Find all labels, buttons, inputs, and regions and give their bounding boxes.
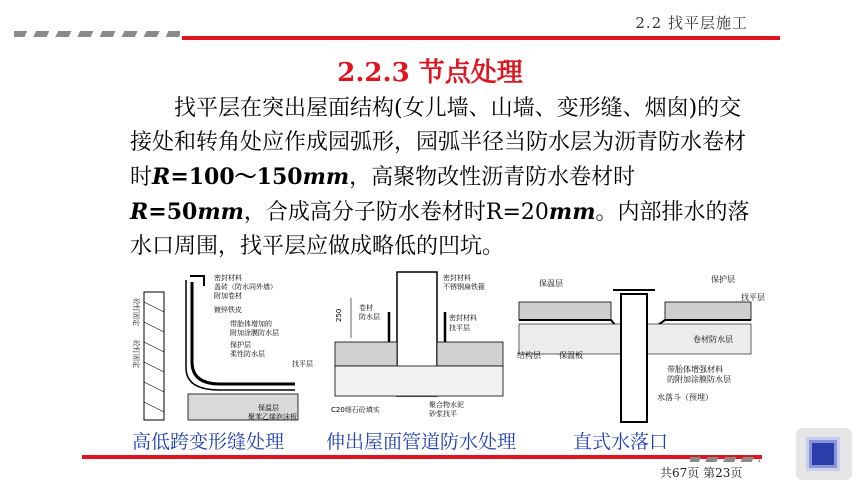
d2-label: 密封材料 xyxy=(449,314,477,322)
d3-label: 卷材防水层 xyxy=(693,335,733,344)
d2-label: 卷材 xyxy=(359,304,373,312)
d1-label: 附加卷材 xyxy=(214,292,242,300)
d1-label: 保温层 xyxy=(258,404,279,412)
pipe-penetration-diagram xyxy=(325,272,510,424)
square-icon xyxy=(812,443,834,465)
d2-label: 砂浆找平 xyxy=(429,410,457,418)
section-label: 2.2 找平层施工 xyxy=(635,14,748,32)
caption-pipe-penetration: 伸出屋面管道防水处理 xyxy=(326,431,517,453)
d3-label: 保护层 xyxy=(711,275,735,284)
d3-label: 的附加涂膜防水层 xyxy=(667,375,731,384)
d2-label: 密封材料 xyxy=(443,274,471,282)
d3-label: 水落斗（预埋） xyxy=(657,393,713,402)
footer-rule xyxy=(82,455,762,459)
d1-label: 找平层 xyxy=(292,360,313,368)
d2-label: 250 xyxy=(335,308,343,322)
roof-drain-diagram xyxy=(515,272,765,424)
page-info: 共67页 第23页 xyxy=(660,466,743,480)
d2-label: C20细石砼填实 xyxy=(331,406,380,414)
header-rule xyxy=(182,36,780,40)
d2-label: 找平层 xyxy=(449,324,470,332)
d3-label: 保温层 xyxy=(539,279,563,288)
d1-label: 柔性防水层 xyxy=(230,350,265,358)
d2-label: 防水层 xyxy=(359,313,380,321)
footer-decoration xyxy=(690,457,760,462)
d3-label: 带胎体增强材料 xyxy=(667,365,723,374)
d1-label: 聚苯乙烯泡沫板 xyxy=(248,413,297,421)
d3-label: 找平层 xyxy=(741,293,765,302)
d1-label: 附加涂膜防水层 xyxy=(230,329,279,337)
d1-label: 镀锌铁皮 xyxy=(214,306,242,314)
caption-roof-drain: 直式水落口 xyxy=(573,431,669,453)
d1-label: 砼钉固定 xyxy=(132,340,140,368)
body-paragraph: 找平层在突出屋面结构(女儿墙、山墙、变形缝、烟囱)的交接处和转角处应作成园弧形，园弧半径当防水层为沥青防水卷材时R=100～150mm，高聚物改性沥青防水卷材时R=50mm，合成高分子防水卷材时R=20mm。内部排水的落水口周围，找平层应做成略低的凹坑。 xyxy=(130,96,750,259)
d3-label: 结构层 xyxy=(517,351,541,360)
header-decoration xyxy=(14,31,180,37)
page-title: 2.2.3 节点处理 xyxy=(337,58,523,88)
d1-label: 砼钉固定 xyxy=(132,298,140,326)
d3-label: 保温板 xyxy=(559,351,583,360)
d2-label: 不锈钢扁铁箍 xyxy=(443,283,485,291)
d1-label: 保护层 xyxy=(230,341,251,349)
d1-label: 密封材料 xyxy=(214,274,242,282)
slide-nav-button[interactable] xyxy=(796,428,852,480)
d2-label: 聚合物水泥 xyxy=(429,401,464,409)
d1-label: 盖砖（防水同外墙） xyxy=(214,283,277,291)
caption-expansion-joint: 高低跨变形缝处理 xyxy=(132,431,285,453)
expansion-joint-diagram xyxy=(130,272,313,424)
d1-label: 带胎体增加的 xyxy=(230,320,272,328)
